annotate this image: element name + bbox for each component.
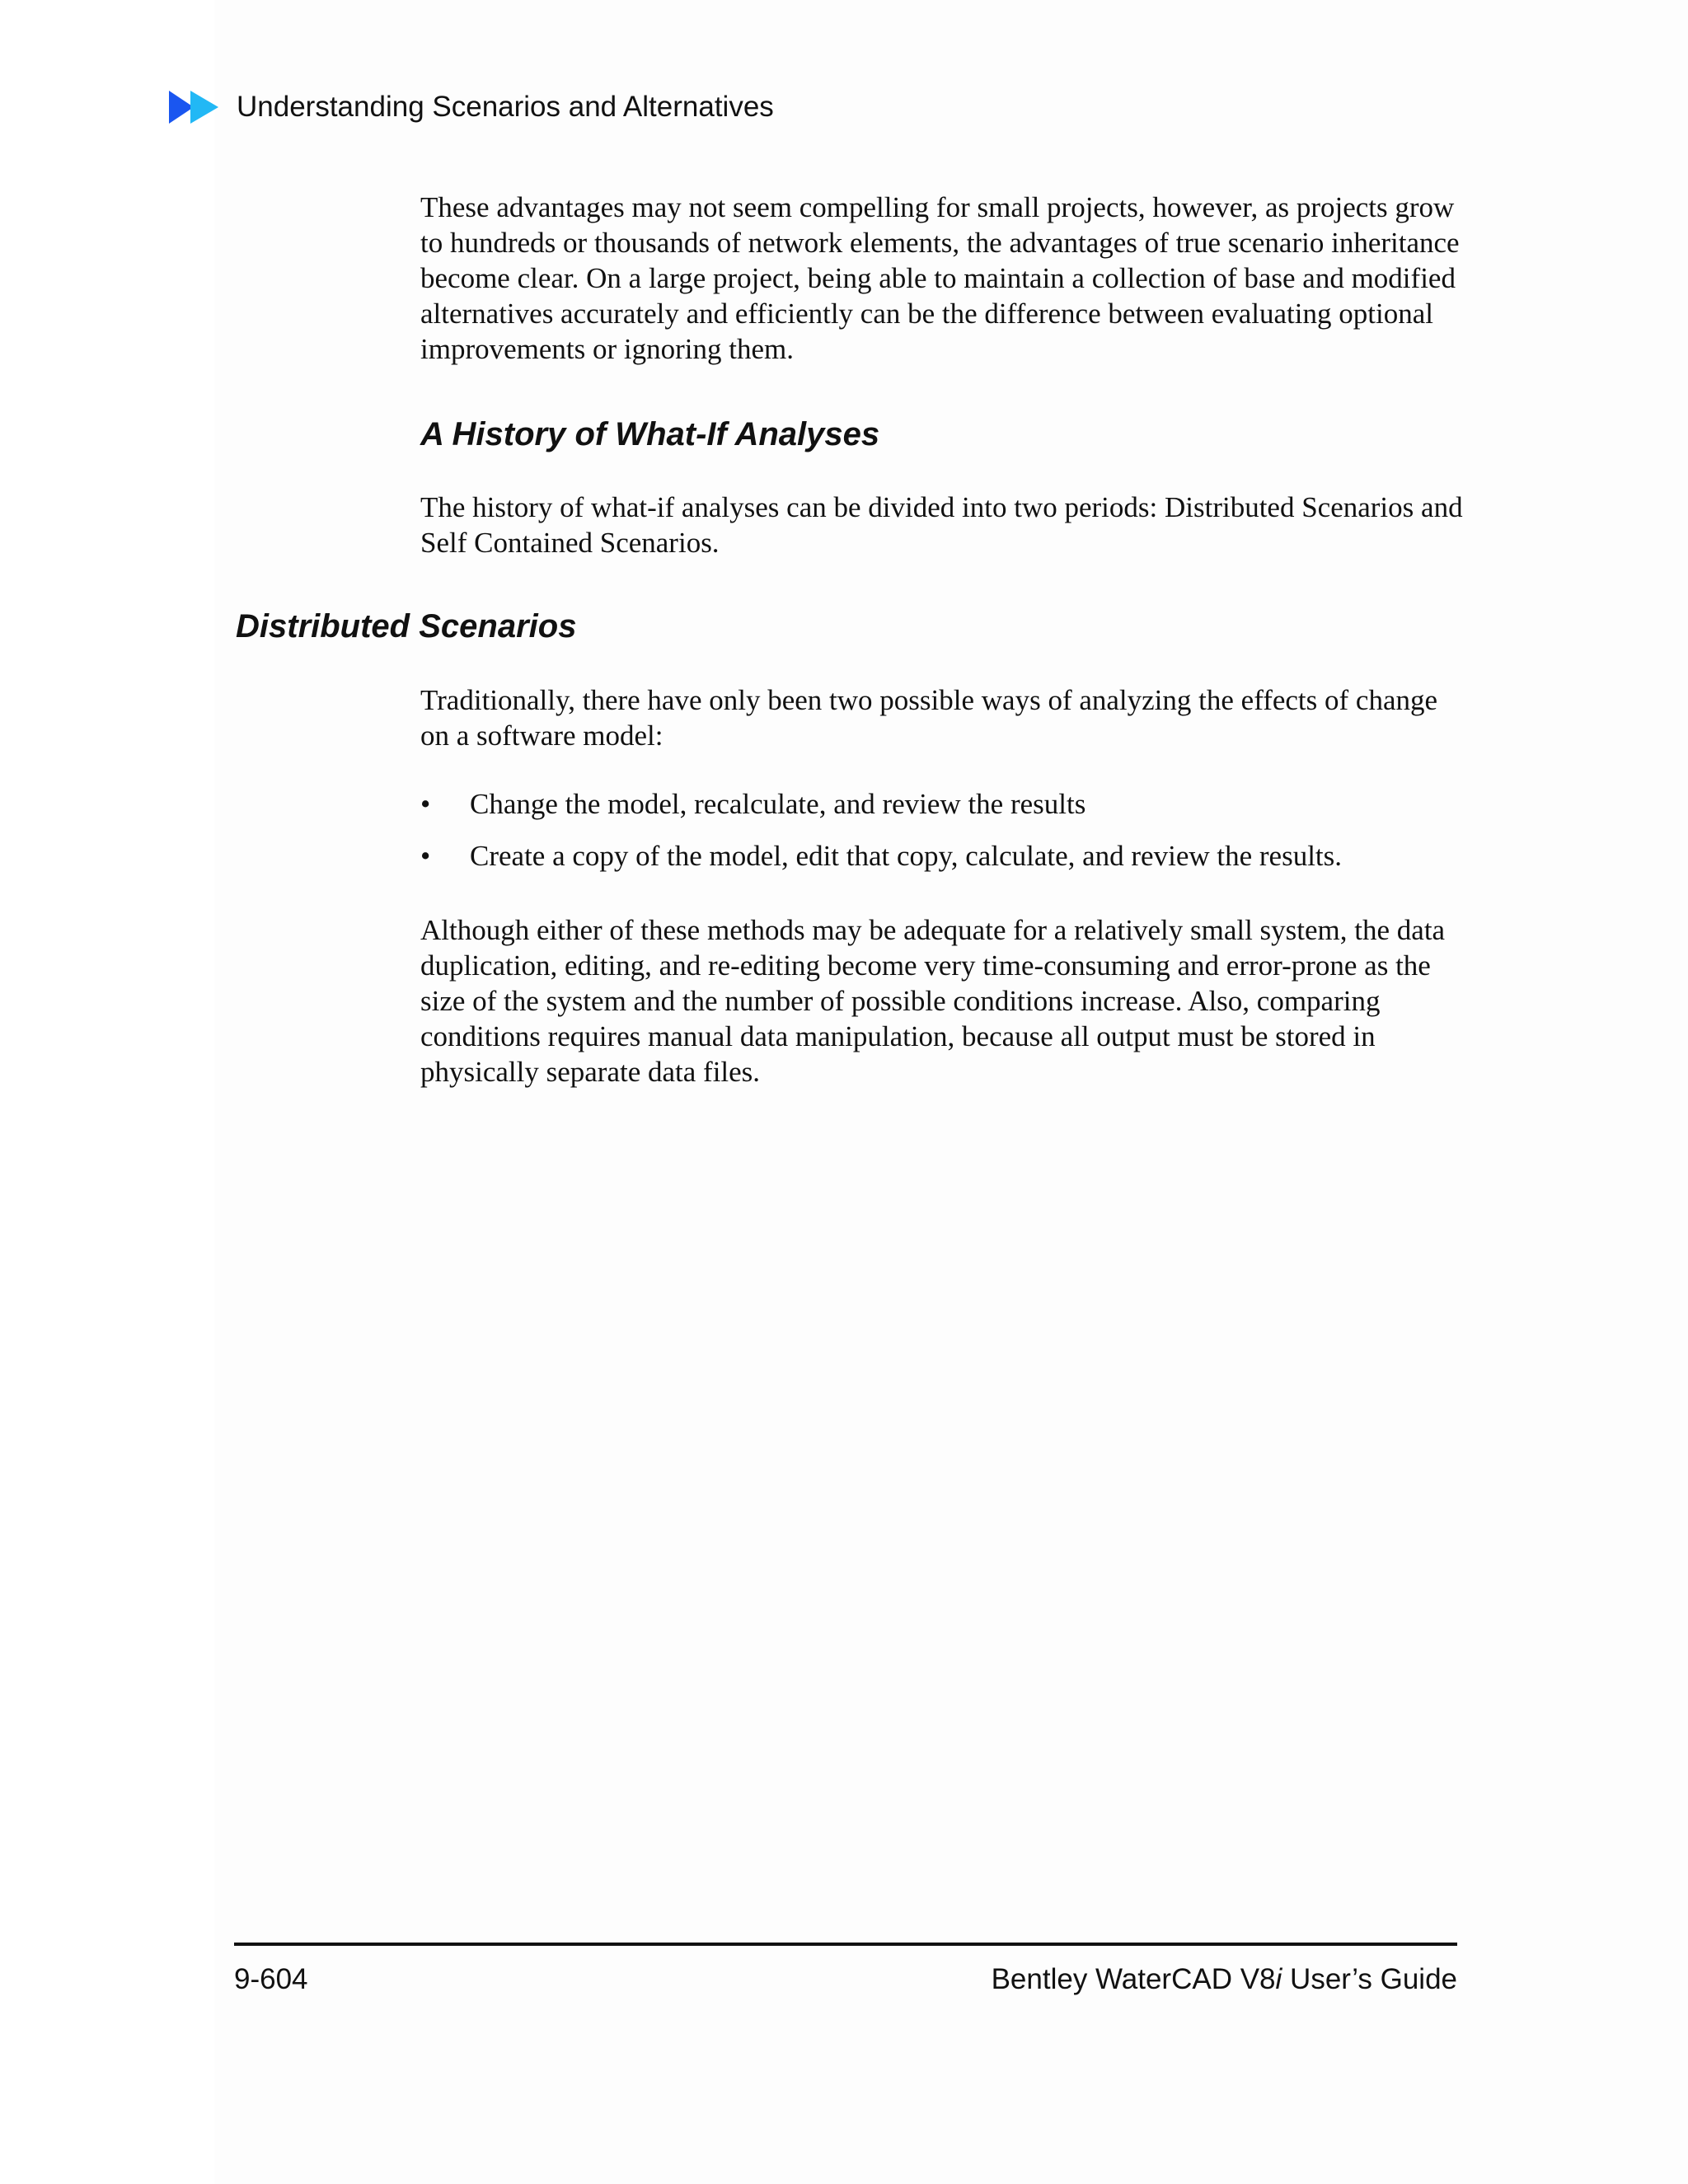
bullet-marker: • — [420, 788, 431, 820]
double-chevron-right-icon — [169, 89, 222, 125]
heading-history: A History of What-If Analyses — [420, 416, 880, 452]
guide-title — [992, 1960, 1457, 1999]
paragraph-history-intro: The history of what-if analyses can be divided into two periods: Distributed Scenarios and Self Contained Scenarios. — [420, 491, 1463, 559]
list-item — [420, 838, 1342, 874]
paragraph-although: Although either of these methods may be adequate for a relatively small system, the data duplication, editing, and re-editing become very time-consuming and error-prone as the size of the system and the number of possible conditions increase. Also, comparing conditions requires manual data manipulation, because all output must be stored in physically separate data files. — [420, 914, 1446, 1088]
paragraph-advantages: These advantages may not seem compelling for small projects, however, as projects grow to hundreds or thousands of network elements, the advantages of true scenario inheritance become clear. On a large project, being able to maintain a collection of base and modified alternatives accurately and efficiently can be the difference between evaluating optional improvements or ignoring them. — [420, 191, 1460, 365]
list-item — [420, 786, 1342, 822]
guide-title-italic: i — [1275, 1963, 1282, 1995]
header-title: Understanding Scenarios and Alternatives — [237, 91, 774, 123]
list-item-text: Change the model, recalculate, and review the results — [470, 788, 1086, 820]
running-header — [169, 86, 774, 129]
bullet-marker: • — [420, 840, 431, 872]
heading-distributed-scenarios: Distributed Scenarios — [236, 608, 577, 644]
bullet-list — [420, 786, 1342, 874]
paragraph-traditionally: Traditionally, there have only been two possible ways of analyzing the effects of change on a software model: — [420, 684, 1438, 752]
guide-title-prefix: Bentley WaterCAD V8 — [991, 1963, 1276, 1995]
list-item-text: Create a copy of the model, edit that copy, calculate, and review the results. — [470, 840, 1343, 872]
page-number: 9-604 — [234, 1963, 308, 1995]
footer-rule — [234, 1943, 1457, 1946]
page-margin — [0, 0, 214, 2184]
guide-title-suffix: User’s Guide — [1282, 1963, 1457, 1995]
